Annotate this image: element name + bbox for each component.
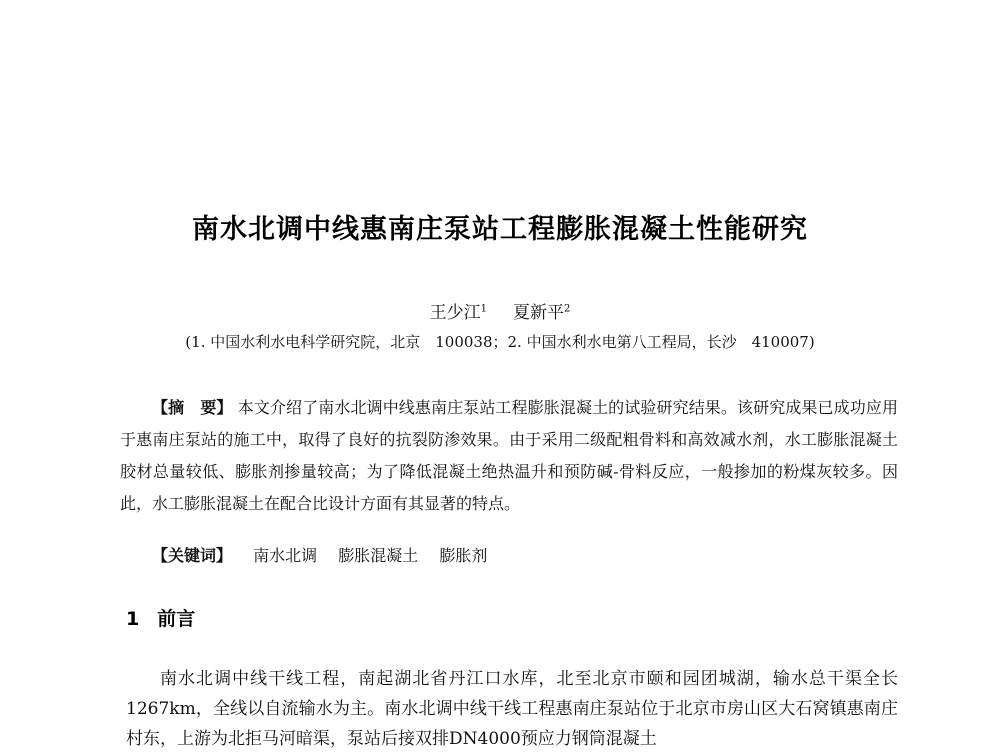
author-line xyxy=(0,298,1000,323)
abstract-label: 【摘 要】 xyxy=(152,398,233,417)
keywords-label: 【关键词】 xyxy=(152,546,233,565)
keyword: 膨胀混凝土 xyxy=(338,546,419,565)
abstract-paragraph xyxy=(120,392,898,520)
author-name: 夏新平 xyxy=(513,303,564,323)
abstract-text: 本文介绍了南水北调中线惠南庄泵站工程膨胀混凝土的试验研究结果。该研究成果已成功应用于惠南庄泵站的施工中，取得了良好的抗裂防渗效果。由于采用二级配粗骨料和高效减水剂，水工膨胀混凝土胶材总量较低、膨胀剂掺量较高；为了降低混凝土绝热温升和预防碱-骨料反应，一般掺加的粉煤灰较多。因此，水工膨胀混凝土在配合比设计方面有其显著的特点。 xyxy=(120,398,898,513)
author-name: 王少江 xyxy=(429,303,481,323)
keywords-line xyxy=(152,542,898,570)
section-title: 前言 xyxy=(157,608,196,630)
affiliation-line: (1. 中国水利水电科学研究院，北京 100038；2. 中国水利水电第八工程局，长沙 410007) xyxy=(185,333,815,351)
section-number: 1 xyxy=(126,608,140,630)
keyword: 南水北调 xyxy=(253,546,318,565)
author-affiliation-mark: 2 xyxy=(564,303,571,315)
section-heading xyxy=(126,604,195,631)
paper-title: 南水北调中线惠南庄泵站工程膨胀混凝土性能研究 xyxy=(192,214,808,245)
body-paragraph: 南水北调中线干线工程，南起湖北省丹江口水库，北至北京市颐和园团城湖，输水总干渠全长1267km，全线以自流输水为主。南水北调中线干线工程惠南庄泵站位于北京市房山区大石窝镇惠南庄村东，上游为北拒马河暗渠，泵站后接双排DN4000预应力钢筒混凝土 xyxy=(126,669,898,749)
author-affiliation-mark: 1 xyxy=(480,303,487,315)
keyword: 膨胀剂 xyxy=(439,546,488,565)
